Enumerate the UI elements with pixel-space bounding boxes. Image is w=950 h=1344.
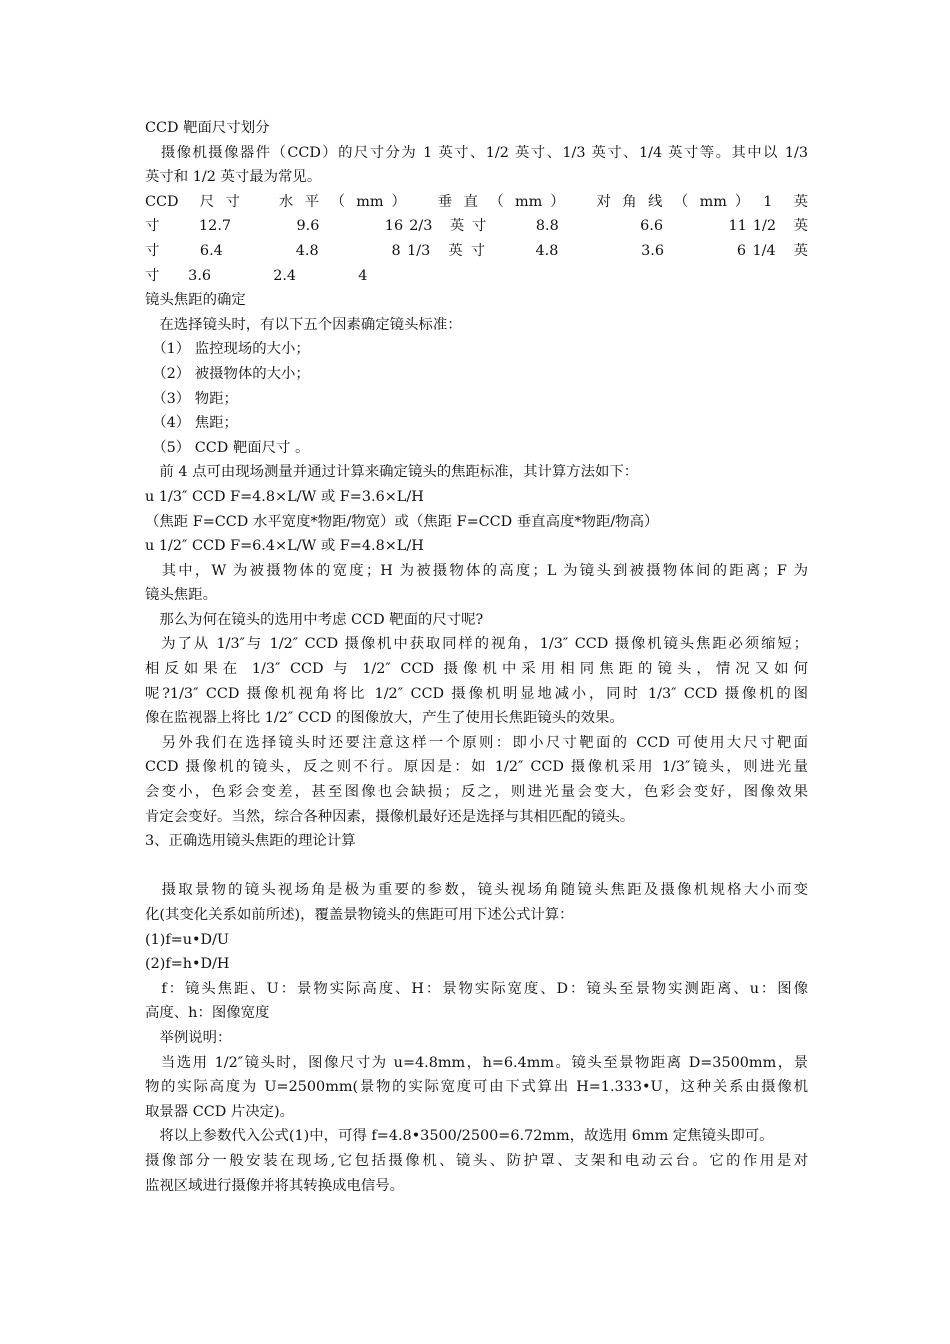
document-body xyxy=(145,116,808,1198)
text-line: 监视区域进行摄像并将其转换成电信号。 xyxy=(145,1177,405,1194)
section-title-ccd-size: CCD 靶面尺寸划分 xyxy=(145,120,270,136)
formula-line: u 1/3″ CCD F=4.8×L/W 或 F=3.6×L/H xyxy=(145,488,424,505)
text-line: 化(其变化关系如前所述)，覆盖景物镜头的焦距可用下述公式计算： xyxy=(145,907,574,923)
text-line: f：镜头焦距、U：景物实际高度、H：景物实际宽度、D：镜头至景物实测距离、u：图像 xyxy=(145,980,808,997)
size-table-line: 寸 6.4 4.8 8 1/3 英 寸 4.8 3.6 6 1/4 英 xyxy=(145,242,808,259)
text-line: 镜头焦距。 xyxy=(145,587,217,604)
text-line: 当选用 1/2″镜头时，图像尺寸为 u=4.8mm，h=6.4mm。镜头至景物距离 D=3500mm，景 xyxy=(145,1054,808,1071)
text-line: 英寸和 1/2 英寸最为常见。 xyxy=(145,169,322,186)
text-line: 举例说明： xyxy=(145,1029,232,1046)
text-line: 另外我们在选择镜头时还要注意这样一个原则：即小尺寸靶面的 CCD 可使用大尺寸靶面 xyxy=(145,734,808,751)
blank-line xyxy=(145,854,808,879)
text-line: 像在监视器上将比 1/2″ CCD 的图像放大，产生了使用长焦距镜头的效果。 xyxy=(145,710,624,727)
text-line: 摄取景物的镜头视场角是极为重要的参数，镜头视场角随镜头焦距及摄像机规格大小而变 xyxy=(145,882,808,899)
text-line: 物的实际高度为 U=2500mm(景物的实际宽度可由下式算出 H=1.333•U，这种关系由摄像机 xyxy=(145,1079,808,1096)
formula-line: (1)f=u•D/U xyxy=(145,931,230,948)
text-line: 高度、h：图像宽度 xyxy=(145,1005,270,1022)
formula-line: (2)f=h•D/H xyxy=(145,956,230,973)
text-line: 取景器 CCD 片决定)。 xyxy=(145,1103,295,1120)
list-item: （4） 焦距； xyxy=(145,415,238,432)
list-item: （3） 物距； xyxy=(145,390,238,407)
size-table-line: 寸 12.7 9.6 16 2/3 英 寸 8.8 6.6 11 1/2 英 xyxy=(145,218,808,235)
text-line: 前 4 点可由现场测量并通过计算来确定镜头的焦距标准，其计算方法如下： xyxy=(145,464,639,481)
text-line: 为了从 1/3″与 1/2″ CCD 摄像机中获取同样的视角，1/3″ CCD 摄像机镜头焦距必须缩短； xyxy=(145,636,808,653)
list-item: （1） 监控现场的大小； xyxy=(145,341,310,358)
text-line: 将以上参数代入公式(1)中，可得 f=4.8•3500/2500=6.72mm，故选用 6mm 定焦镜头即可。 xyxy=(145,1128,774,1145)
list-item: （5） CCD 靶面尺寸 。 xyxy=(145,439,310,456)
text-line: 摄像机摄像器件（CCD）的尺寸分为 1 英寸、1/2 英寸、1/3 英寸、1/4 英寸等。其中以 1/3 xyxy=(145,144,808,161)
section-title-calc: 3、正确选用镜头焦距的理论计算 xyxy=(145,833,356,850)
text-line: 那么为何在镜头的选用中考虑 CCD 靶面的尺寸呢? xyxy=(145,611,484,628)
section-title-focal: 镜头焦距的确定 xyxy=(145,292,246,309)
size-table-line: 寸 3.6 2.4 4 xyxy=(145,267,368,284)
text-line: 肯定会变好。当然，综合各种因素，摄像机最好还是选择与其相匹配的镜头。 xyxy=(145,808,635,825)
text-line: 会变小，色彩会变差，甚至图像也会缺损；反之，则进光量会变大，色彩会变好，图像效果 xyxy=(145,784,808,801)
text-line: 在选择镜头时，有以下五个因素确定镜头标准： xyxy=(145,316,462,333)
text-line: 其中，W 为被摄物体的宽度；H 为被摄物体的高度；L 为镜头到被摄物体间的距离；F 为 xyxy=(145,562,808,579)
list-item: （2） 被摄物体的大小； xyxy=(145,365,310,382)
text-line: 相反如果在 1/3″ CCD 与 1/2″ CCD 摄像机中采用相同焦距的镜头，情况又如何 xyxy=(145,661,808,678)
formula-line: （焦距 F=CCD 水平宽度*物距/物宽）或（焦距 F=CCD 垂直高度*物距/物高） xyxy=(145,513,659,530)
text-line: CCD 摄像机的镜头，反之则不行。原因是：如 1/2″ CCD 摄像机采用 1/3″镜头，则进光量 xyxy=(145,759,808,776)
text-line: 呢?1/3″ CCD 摄像机视角将比 1/2″ CCD 摄像机明显地减小，同时 1/3″ CCD 摄像机的图 xyxy=(145,685,808,702)
text-line: 摄像部分一般安装在现场,它包括摄像机、镜头、防护罩、支架和电动云台。它的作用是对 xyxy=(145,1152,808,1169)
size-table-line: CCD 尺 寸 水 平 （ mm ） 垂 直 （ mm ） 对 角 线 （ mm ） 1 英 xyxy=(145,193,808,210)
formula-line: u 1/2″ CCD F=6.4×L/W 或 F=4.8×L/H xyxy=(145,538,424,555)
